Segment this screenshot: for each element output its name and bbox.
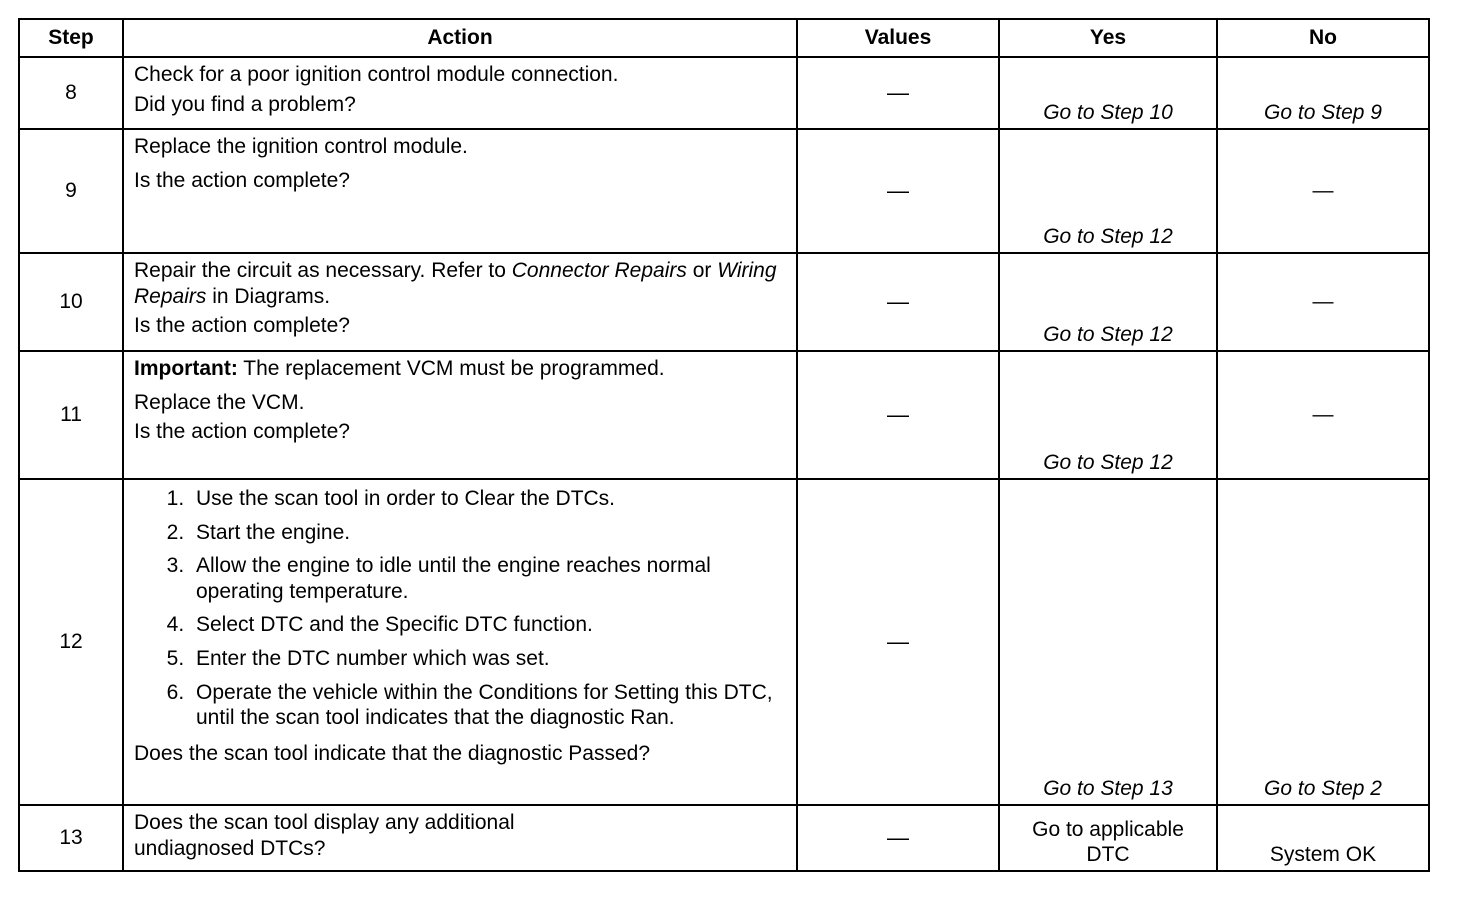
procedure-item: 2. Start the engine. [190, 520, 786, 546]
header-yes: Yes [999, 19, 1217, 57]
yes-cell: Go to Step 12 [999, 351, 1217, 479]
table-row-step-10 [19, 253, 1429, 351]
wiring-repairs-ref: Wiring Repairs [134, 259, 777, 308]
action-question: Does the scan tool display any additional undiagnosed DTCs? [134, 811, 515, 860]
important-label: Important: [134, 357, 238, 380]
action-question: Is the action complete? [134, 168, 350, 192]
action-cell [123, 351, 797, 479]
procedure-item: 6. Operate the vehicle within the Conditions for Setting this DTC, until the scan tool indicates that the diagnostic Ran. [190, 680, 786, 731]
yes-cell: Go to Step 13 [999, 479, 1217, 805]
action-question: Did you find a problem? [134, 92, 356, 116]
action-text-part: or [686, 259, 718, 282]
header-row [19, 19, 1429, 57]
procedure-item: 4. Select DTC and the Specific DTC function. [190, 612, 786, 638]
procedure-item: 3. Allow the engine to idle until the engine reaches normal operating temperature. [190, 553, 786, 604]
table-row-step-13 [19, 805, 1429, 871]
connector-repairs-ref: Connector Repairs [511, 259, 687, 282]
action-question: Does the scan tool indicate that the diagnostic Passed? [134, 741, 650, 765]
action-text [134, 258, 786, 309]
yes-cell: Go to Step 12 [999, 129, 1217, 253]
table-row-step-8 [19, 57, 1429, 129]
action-text: Check for a poor ignition control module connection. [134, 63, 619, 86]
action-question: Is the action complete? [134, 314, 350, 338]
step-number: 11 [19, 351, 123, 479]
step-number: 13 [19, 805, 123, 871]
procedure-item: 5. Enter the DTC number which was set. [190, 646, 786, 672]
no-cell: — [1217, 129, 1429, 253]
yes-cell: Go to Step 10 [999, 57, 1217, 129]
step-number: 8 [19, 57, 123, 129]
step-number: 10 [19, 253, 123, 351]
diagnostic-table [18, 18, 1430, 872]
header-step: Step [19, 19, 123, 57]
step-number: 9 [19, 129, 123, 253]
table-row-step-12 [19, 479, 1429, 805]
values-cell: — [797, 57, 999, 129]
no-cell: — [1217, 253, 1429, 351]
values-cell: — [797, 805, 999, 871]
action-cell [123, 479, 797, 805]
no-cell: Go to Step 2 [1217, 479, 1429, 805]
action-text: Replace the ignition control module. [134, 135, 468, 158]
action-question: Is the action complete? [134, 420, 350, 444]
procedure-list [134, 486, 786, 731]
step-number: 12 [19, 479, 123, 805]
action-cell [123, 805, 797, 871]
action-text-part: in Diagrams. [206, 284, 331, 308]
values-cell: — [797, 479, 999, 805]
no-cell: System OK [1217, 805, 1429, 871]
table-row-step-9 [19, 129, 1429, 253]
yes-cell: Go to applicable DTC [999, 805, 1217, 871]
values-cell: — [797, 253, 999, 351]
important-text: The replacement VCM must be programmed. [237, 357, 665, 380]
procedure-item: 1. Use the scan tool in order to Clear the DTCs. [190, 486, 786, 512]
action-text-part: Repair the circuit as necessary. Refer to [134, 259, 512, 282]
no-cell: Go to Step 9 [1217, 57, 1429, 129]
values-cell: — [797, 129, 999, 253]
action-cell [123, 129, 797, 253]
values-cell: — [797, 351, 999, 479]
header-no: No [1217, 19, 1429, 57]
table-row-step-11 [19, 351, 1429, 479]
no-cell: — [1217, 351, 1429, 479]
header-values: Values [797, 19, 999, 57]
action-text: Replace the VCM. [134, 390, 305, 414]
important-note [134, 356, 786, 382]
action-cell [123, 57, 797, 129]
action-cell [123, 253, 797, 351]
yes-cell: Go to Step 12 [999, 253, 1217, 351]
header-action: Action [123, 19, 797, 57]
